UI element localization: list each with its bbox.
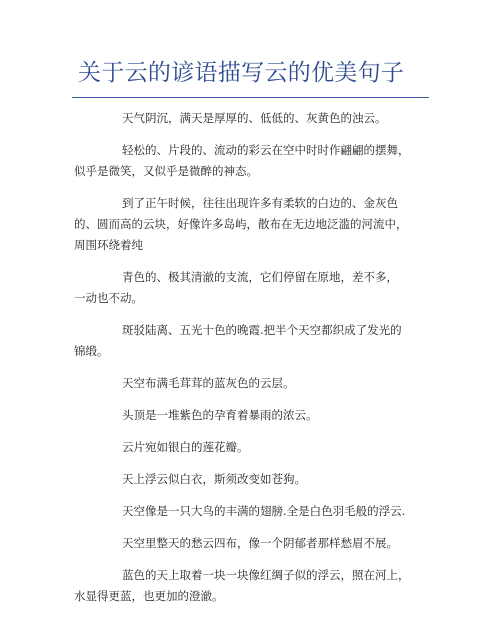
paragraph-line: 周围环绕着纯 (74, 238, 143, 252)
paragraph-line: 天空布满毛茸茸的蓝灰色的云层。 (122, 376, 295, 390)
paragraph (74, 565, 434, 607)
paragraph-line: 斑驳陆离、五光十色的晚霞.把半个天空都织成了发光的 (122, 323, 402, 337)
paragraph-line: 蓝色的天上取着一块一块像红绸子似的浮云，照在河上， (122, 568, 410, 582)
paragraph-line: 天空像是一只大鸟的丰满的翅膀.全是白色羽毛般的浮云. (122, 504, 406, 518)
paragraph (74, 193, 434, 256)
paragraph (74, 373, 434, 394)
paragraph-line: 天气阴沉，满天是厚厚的、低低的、灰黄色的浊云。 (122, 111, 387, 125)
paragraph-line: 到了正午时候，往往出现许多有柔软的白边的、金灰色 (122, 196, 398, 210)
paragraph-line: 青色的、极其清澈的支流，它们停留在原地，差不多， (122, 270, 398, 284)
title-divider (72, 97, 429, 98)
paragraph-line: 似乎是微笑，又似乎是微醉的神态。 (74, 164, 258, 178)
paragraph-line: 锦缎。 (74, 344, 109, 358)
paragraph (74, 267, 434, 309)
paragraph-line: 一动也不动。 (74, 291, 143, 305)
paragraph-line: 水显得更蓝，也更加的澄澈。 (74, 589, 224, 603)
paragraph-line: 天空里整天的愁云四布，像一个阴郁者那样愁眉不展。 (122, 536, 398, 550)
paragraph (74, 437, 434, 458)
paragraph (74, 140, 434, 182)
paragraph (74, 320, 434, 362)
paragraph-line: 的、圆而高的云块，好像许多岛屿，散布在无边地泛滥的河流中， (74, 217, 408, 231)
paragraph-line: 天上浮云似白衣，斯须改变如苍狗。 (122, 472, 306, 486)
paragraph (74, 469, 434, 490)
paragraph-line: 头顶是一堆紫色的孕育着暴雨的浓云。 (122, 408, 318, 422)
paragraph-line: 轻松的、片段的、流动的彩云在空中时时作翩翩的摆舞， (122, 143, 410, 157)
page-title: 关于云的谚语描写云的优美句子 (78, 60, 405, 86)
paragraph (74, 501, 434, 522)
article-body (74, 108, 434, 618)
paragraph (74, 533, 434, 554)
paragraph (74, 405, 434, 426)
paragraph (74, 108, 434, 129)
paragraph-line: 云片宛如银白的莲花瓣。 (122, 440, 249, 454)
